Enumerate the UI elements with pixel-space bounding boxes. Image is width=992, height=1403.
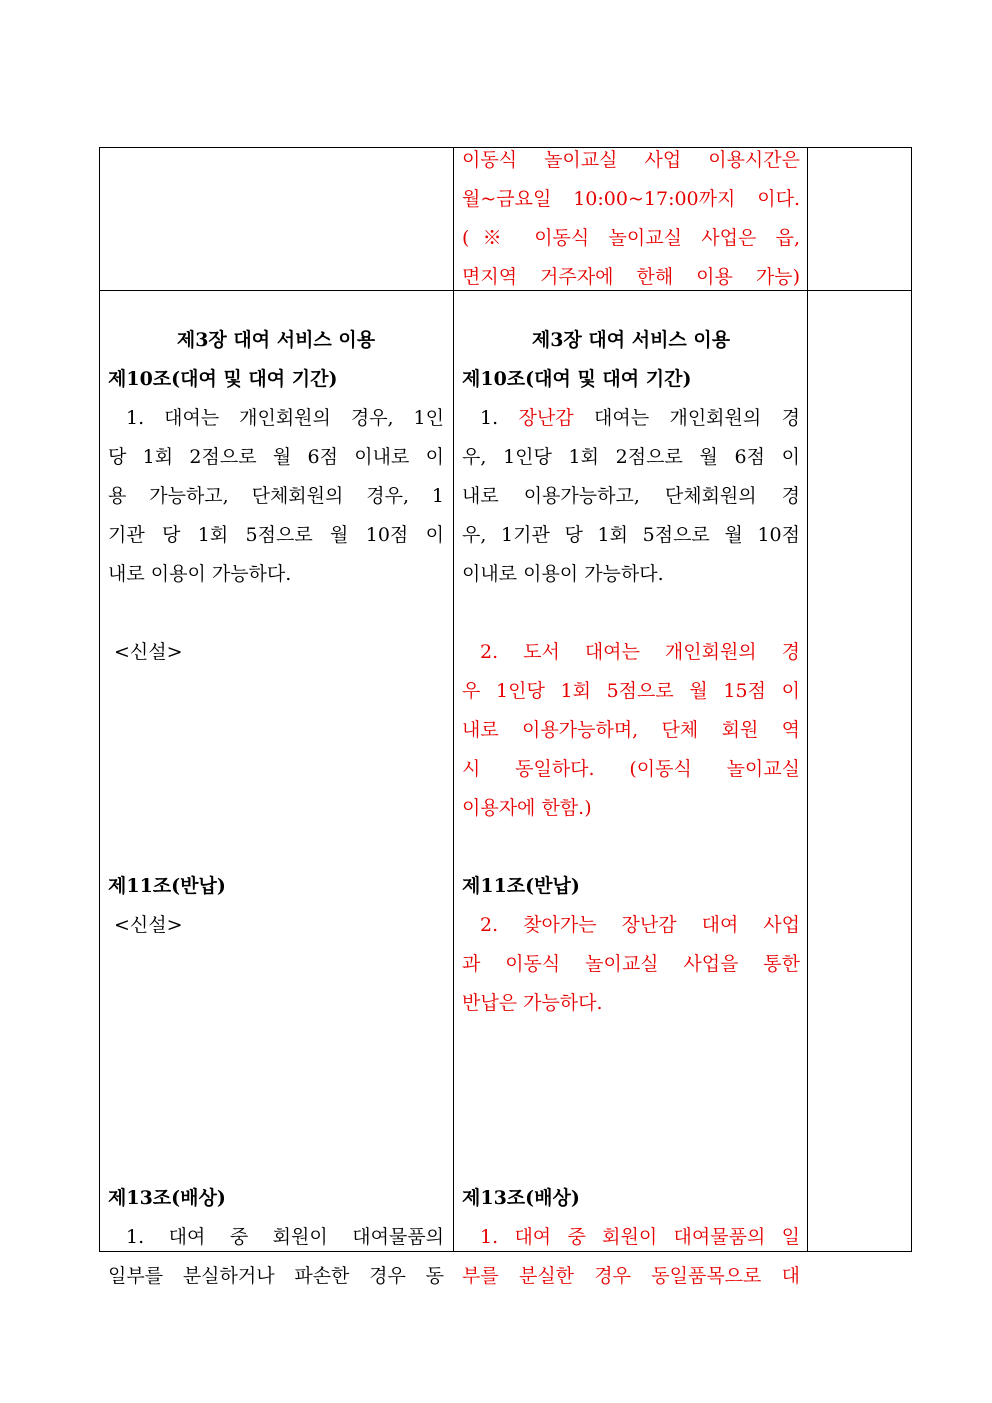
text-line: 1. 장난감 대여는 개인회원의 경 (480, 407, 800, 429)
text-line: 우, 1기관 당 1회 5점으로 월 10점 (462, 524, 800, 546)
text-line: 1. 대여 중 회원이 대여물품의 일 (480, 1226, 800, 1248)
chapter-title: 제3장 대여 서비스 이용 (176, 329, 376, 351)
text-line: 내로 이용가능하며, 단체 회원 역 (462, 719, 800, 741)
text-line: 우 1인당 1회 5점으로 월 15점 이 (462, 680, 800, 702)
revised-column-cell (462, 321, 800, 1296)
text-line: 내로 이용이 가능하다. (108, 563, 292, 585)
table-border-right (911, 147, 912, 1252)
text-line: 2. 도서 대여는 개인회원의 경 (480, 641, 800, 663)
article-13-title: 제13조(배상) (108, 1187, 226, 1209)
article-11-title: 제11조(반납) (108, 875, 226, 897)
new-provision-note: <신설> (114, 914, 183, 936)
text-line: 과 이동식 놀이교실 사업을 통한 (462, 953, 800, 975)
top-row-revised-cell (462, 141, 800, 297)
new-provision-note: <신설> (114, 641, 183, 663)
text-line: 당 1회 2점으로 월 6점 이내로 이 (108, 446, 444, 468)
column-divider-2 (807, 147, 808, 1252)
column-divider-1 (453, 147, 454, 1252)
text-line: 이내로 이용이 가능하다. (462, 563, 664, 585)
text-line: 시 동일하다. (이동식 놀이교실 (462, 758, 800, 780)
text-line: (※ 이동식 놀이교실 사업은 읍, (462, 227, 800, 249)
text-line: 용 가능하고, 단체회원의 경우, 1 (108, 485, 444, 507)
chapter-title: 제3장 대여 서비스 이용 (531, 329, 731, 351)
text-line: 기관 당 1회 5점으로 월 10점 이 (108, 524, 444, 546)
text-line: 2. 찾아가는 장난감 대여 사업 (480, 914, 800, 936)
text-line: 1. 대여 중 회원이 대여물품의 (126, 1226, 444, 1248)
text-line: 이용자에 한함.) (462, 797, 592, 819)
table-border-left (99, 147, 100, 1252)
article-10-title: 제10조(대여 및 대여 기간) (108, 368, 338, 390)
text-line: 일부를 분실하거나 파손한 경우 동 (108, 1265, 444, 1287)
text-line: 내로 이용가능하고, 단체회원의 경 (462, 485, 800, 507)
article-11-title: 제11조(반납) (462, 875, 580, 897)
article-10-title: 제10조(대여 및 대여 기간) (462, 368, 692, 390)
text-line: 우, 1인당 1회 2점으로 월 6점 이 (462, 446, 800, 468)
current-column-cell (108, 321, 444, 1296)
amended-word: 장난감 (518, 407, 574, 429)
text-line: 부를 분실한 경우 동일품목으로 대 (462, 1265, 800, 1287)
text-line: 월~금요일 10:00~17:00까지 이다. (462, 188, 800, 210)
text-line: 이동식 놀이교실 사업 이용시간은 (462, 149, 800, 171)
text-line: 면지역 거주자에 한해 이용 가능) (462, 266, 800, 288)
text-line: 반납은 가능하다. (462, 992, 603, 1014)
comparison-table (99, 147, 912, 1287)
article-13-title: 제13조(배상) (462, 1187, 580, 1209)
text-line: 1. 대여는 개인회원의 경우, 1인 (126, 407, 444, 429)
